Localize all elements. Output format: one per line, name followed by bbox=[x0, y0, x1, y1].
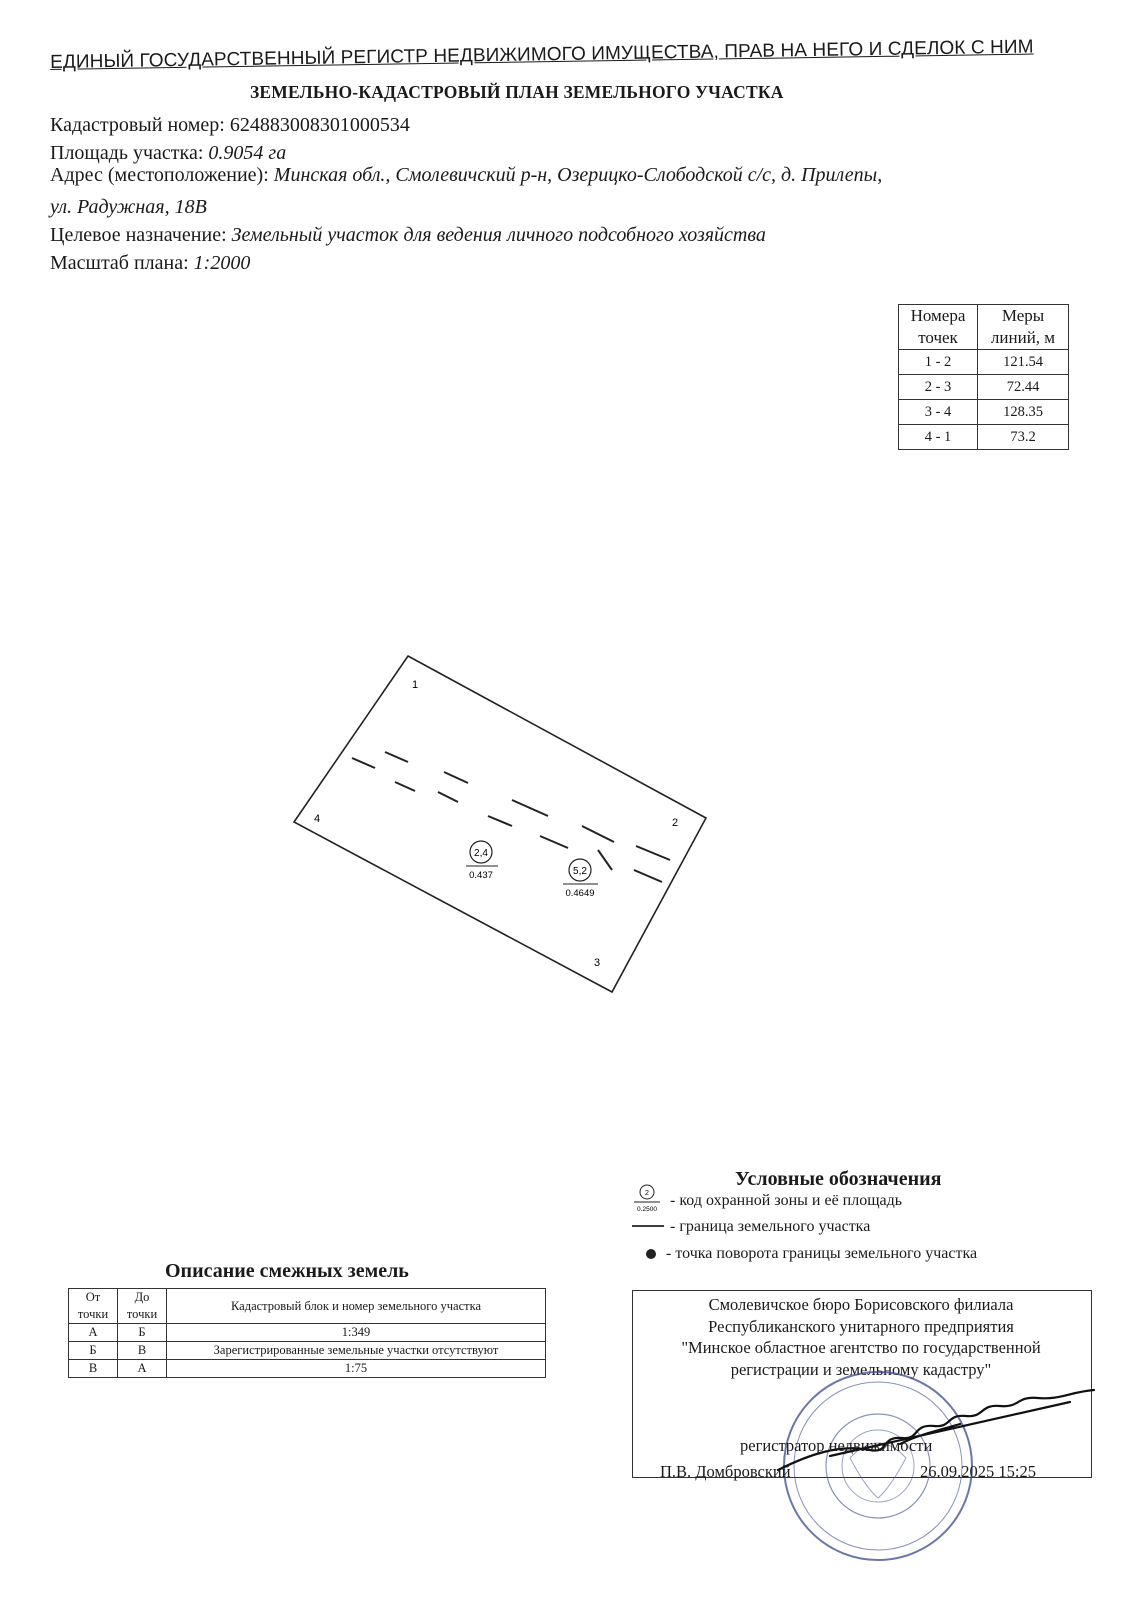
length-cell: 73.2 bbox=[978, 425, 1069, 450]
col-from-header: От точки bbox=[69, 1289, 118, 1324]
from-cell: Б bbox=[69, 1342, 118, 1360]
col-points-header: Номера точек bbox=[899, 305, 978, 350]
legend-turn-point-icon bbox=[646, 1249, 656, 1259]
point-label-2: 2 bbox=[672, 817, 679, 829]
adjacent-title: Описание смежных земель bbox=[165, 1260, 409, 1282]
from-cell: В bbox=[69, 1360, 118, 1378]
table-row bbox=[69, 1324, 546, 1342]
registrar-name: П.В. Домбровский bbox=[660, 1462, 791, 1481]
point-label-4: 4 bbox=[314, 813, 321, 825]
adjacent-header-row bbox=[69, 1289, 546, 1324]
points-cell: 4 - 1 bbox=[899, 425, 978, 450]
purpose-label: Целевое назначение: bbox=[50, 224, 232, 246]
address-label: Адрес (местоположение): bbox=[50, 164, 274, 186]
length-cell: 72.44 bbox=[978, 375, 1069, 400]
office-line-2: Республиканского унитарного предприятия bbox=[708, 1316, 1014, 1336]
scale-value: 1:2000 bbox=[193, 252, 251, 274]
points-cell: 1 - 2 bbox=[899, 350, 978, 375]
points-cell: 2 - 3 bbox=[899, 375, 978, 400]
length-cell: 128.35 bbox=[978, 400, 1069, 425]
purpose-value: Земельный участок для ведения личного подсобного хозяйства bbox=[231, 224, 766, 246]
block-cell: Зарегистрированные земельные участки отсутствуют bbox=[167, 1342, 546, 1360]
to-cell: А bbox=[118, 1360, 167, 1378]
length-cell: 121.54 bbox=[978, 350, 1069, 375]
plan-title: ЗЕМЕЛЬНО-КАДАСТРОВЫЙ ПЛАН ЗЕМЕЛЬНОГО УЧАСТКА bbox=[250, 82, 784, 102]
adjacent-lands-table bbox=[68, 1288, 546, 1378]
zone-b-code: 5,2 bbox=[573, 866, 587, 877]
legend-boundary-text: - граница земельного участка bbox=[670, 1218, 871, 1235]
points-cell: 3 - 4 bbox=[899, 400, 978, 425]
scale-label: Масштаб плана: bbox=[50, 252, 194, 274]
legend-symbol-code: 2 bbox=[645, 1190, 649, 1197]
col-lengths-header: Меры линий, м bbox=[978, 305, 1069, 350]
registration-datetime: 26.09.2025 15:25 bbox=[920, 1462, 1036, 1481]
point-label-3: 3 bbox=[594, 957, 601, 969]
legend-symbol-area: 0.2500 bbox=[637, 1206, 657, 1213]
legend-title: Условные обозначения bbox=[735, 1168, 942, 1190]
point-label-1: 1 bbox=[412, 679, 419, 691]
col-block-header: Кадастровый блок и номер земельного участка bbox=[167, 1289, 546, 1324]
area-label: Площадь участка: bbox=[50, 142, 209, 164]
to-cell: В bbox=[118, 1342, 167, 1360]
legend-point-text: - точка поворота границы земельного участка bbox=[666, 1245, 978, 1262]
area-value: 0.9054 га bbox=[208, 142, 287, 164]
from-cell: А bbox=[69, 1324, 118, 1342]
plot-boundary bbox=[294, 656, 706, 992]
address-value-2: ул. Радужная, 18В bbox=[50, 196, 207, 218]
legend-zone-text: - код охранной зоны и её площадь bbox=[670, 1192, 903, 1209]
cadastral-value: 624883008301000534 bbox=[229, 114, 410, 136]
office-line-4: регистрации и земельному кадастру" bbox=[730, 1359, 992, 1379]
col-to-header: До точки bbox=[118, 1289, 167, 1324]
registry-header: ЕДИНЫЙ ГОСУДАРСТВЕННЫЙ РЕГИСТР НЕДВИЖИМОГО ИМУЩЕСТВА, ПРАВ НА НЕГО И СДЕЛОК С НИМ bbox=[50, 36, 1034, 73]
zone-a-area: 0.437 bbox=[469, 870, 493, 881]
address-value-1: Минская обл., Смолевичский р-н, Озерицко-Слободской с/с, д. Прилепы, bbox=[273, 164, 883, 186]
protection-zone-lines bbox=[352, 752, 670, 882]
zone-marker-a bbox=[466, 841, 498, 881]
block-cell: 1:75 bbox=[167, 1360, 546, 1378]
zone-a-code: 2,4 bbox=[474, 848, 488, 859]
zone-b-area: 0.4649 bbox=[565, 888, 595, 899]
office-line-3: "Минское областное агентство по государственной bbox=[681, 1338, 1041, 1357]
zone-marker-b bbox=[563, 859, 598, 899]
table-row bbox=[69, 1342, 546, 1360]
legend-zone-symbol bbox=[634, 1185, 660, 1213]
office-line-1: Смолевичское бюро Борисовского филиала bbox=[708, 1295, 1014, 1314]
to-cell: Б bbox=[118, 1324, 167, 1342]
registrar-title: регистратор недвижимости bbox=[740, 1436, 933, 1455]
cadastral-label: Кадастровый номер: bbox=[50, 114, 230, 136]
table-row bbox=[69, 1360, 546, 1378]
block-cell: 1:349 bbox=[167, 1324, 546, 1342]
